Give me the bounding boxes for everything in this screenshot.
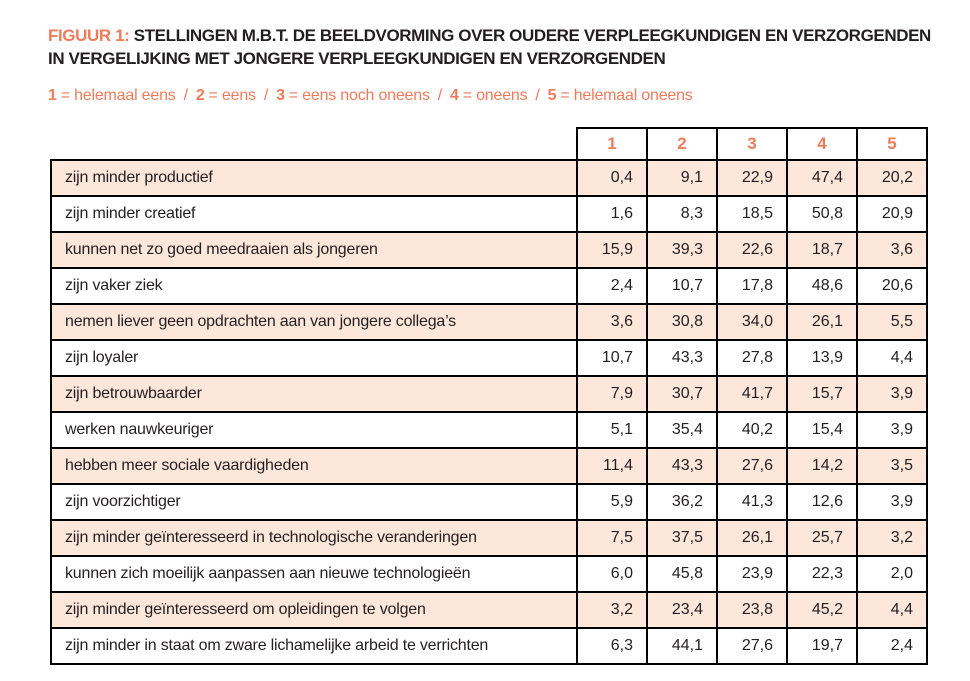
value-cell: 9,1 xyxy=(647,160,717,196)
value-cell: 20,6 xyxy=(857,268,927,304)
value-cell: 14,2 xyxy=(787,448,857,484)
table-row xyxy=(51,592,927,628)
value-cell: 22,9 xyxy=(717,160,787,196)
statement-cell: zijn minder in staat om zware lichamelijke arbeid te verrichten xyxy=(51,628,577,664)
value-cell: 12,6 xyxy=(787,484,857,520)
value-cell: 10,7 xyxy=(577,340,647,376)
statement-cell: zijn vaker ziek xyxy=(51,268,577,304)
value-cell: 15,7 xyxy=(787,376,857,412)
statement-cell: hebben meer sociale vaardigheden xyxy=(51,448,577,484)
table-row xyxy=(51,232,927,268)
table-row xyxy=(51,376,927,412)
value-cell: 35,4 xyxy=(647,412,717,448)
value-cell: 3,6 xyxy=(857,232,927,268)
value-cell: 6,0 xyxy=(577,556,647,592)
header-row xyxy=(51,128,927,160)
legend-text-2: = eens xyxy=(208,87,256,104)
value-cell: 3,6 xyxy=(577,304,647,340)
statement-cell: kunnen net zo goed meedraaien als jongeren xyxy=(51,232,577,268)
statement-cell: kunnen zich moeilijk aanpassen aan nieuwe technologieën xyxy=(51,556,577,592)
value-cell: 4,4 xyxy=(857,592,927,628)
value-cell: 25,7 xyxy=(787,520,857,556)
value-cell: 23,8 xyxy=(717,592,787,628)
table-row xyxy=(51,412,927,448)
value-cell: 48,6 xyxy=(787,268,857,304)
value-cell: 27,6 xyxy=(717,448,787,484)
figure-title xyxy=(48,24,953,70)
table-row xyxy=(51,340,927,376)
value-cell: 2,4 xyxy=(857,628,927,664)
value-cell: 18,7 xyxy=(787,232,857,268)
table-row xyxy=(51,448,927,484)
value-cell: 5,9 xyxy=(577,484,647,520)
legend-num-5: 5 xyxy=(547,87,557,104)
header-col-4: 4 xyxy=(787,128,857,160)
value-cell: 37,5 xyxy=(647,520,717,556)
value-cell: 41,7 xyxy=(717,376,787,412)
value-cell: 20,9 xyxy=(857,196,927,232)
value-cell: 5,5 xyxy=(857,304,927,340)
table-row xyxy=(51,196,927,232)
figure-title-line2: IN VERGELIJKING MET JONGERE VERPLEEGKUNDIGEN EN VERZORGENDEN xyxy=(48,49,666,68)
value-cell: 3,2 xyxy=(857,520,927,556)
value-cell: 3,9 xyxy=(857,412,927,448)
value-cell: 45,8 xyxy=(647,556,717,592)
statement-cell: nemen liever geen opdrachten aan van jongere collega’s xyxy=(51,304,577,340)
value-cell: 27,6 xyxy=(717,628,787,664)
statement-cell: zijn minder productief xyxy=(51,160,577,196)
value-cell: 44,1 xyxy=(647,628,717,664)
legend-num-2: 2 xyxy=(195,87,205,104)
table-row xyxy=(51,304,927,340)
legend-separator: / xyxy=(183,87,188,104)
scale-legend xyxy=(48,87,693,105)
value-cell: 7,5 xyxy=(577,520,647,556)
value-cell: 17,8 xyxy=(717,268,787,304)
value-cell: 26,1 xyxy=(717,520,787,556)
statement-cell: zijn loyaler xyxy=(51,340,577,376)
figure-number-label: FIGUUR 1: xyxy=(48,26,130,45)
value-cell: 43,3 xyxy=(647,340,717,376)
statement-cell: zijn minder geïnteresseerd om opleidingen te volgen xyxy=(51,592,577,628)
figure-title-line1: STELLINGEN M.B.T. DE BEELDVORMING OVER OUDERE VERPLEEGKUNDIGEN EN VERZORGENDEN xyxy=(133,26,931,45)
value-cell: 3,9 xyxy=(857,484,927,520)
legend-separator: / xyxy=(437,87,442,104)
header-col-5: 5 xyxy=(857,128,927,160)
legend-text-1: = helemaal eens xyxy=(60,87,176,104)
value-cell: 3,5 xyxy=(857,448,927,484)
value-cell: 30,8 xyxy=(647,304,717,340)
value-cell: 19,7 xyxy=(787,628,857,664)
value-cell: 22,6 xyxy=(717,232,787,268)
value-cell: 6,3 xyxy=(577,628,647,664)
table-row xyxy=(51,628,927,664)
legend-text-5: = helemaal oneens xyxy=(560,87,693,104)
statement-cell: zijn voorzichtiger xyxy=(51,484,577,520)
value-cell: 18,5 xyxy=(717,196,787,232)
legend-separator: / xyxy=(263,87,269,104)
value-cell: 0,4 xyxy=(577,160,647,196)
value-cell: 3,9 xyxy=(857,376,927,412)
table-body xyxy=(51,160,927,664)
table-row xyxy=(51,268,927,304)
value-cell: 39,3 xyxy=(647,232,717,268)
value-cell: 13,9 xyxy=(787,340,857,376)
statement-cell: zijn betrouwbaarder xyxy=(51,376,577,412)
value-cell: 30,7 xyxy=(647,376,717,412)
value-cell: 40,2 xyxy=(717,412,787,448)
statement-cell: zijn minder creatief xyxy=(51,196,577,232)
value-cell: 15,4 xyxy=(787,412,857,448)
value-cell: 1,6 xyxy=(577,196,647,232)
value-cell: 23,4 xyxy=(647,592,717,628)
table-row xyxy=(51,520,927,556)
value-cell: 4,4 xyxy=(857,340,927,376)
value-cell: 23,9 xyxy=(717,556,787,592)
value-cell: 36,2 xyxy=(647,484,717,520)
value-cell: 26,1 xyxy=(787,304,857,340)
legend-text-3: = eens noch oneens xyxy=(288,87,430,104)
table-header xyxy=(51,128,927,160)
value-cell: 3,2 xyxy=(577,592,647,628)
value-cell: 2,4 xyxy=(577,268,647,304)
value-cell: 15,9 xyxy=(577,232,647,268)
value-cell: 2,0 xyxy=(857,556,927,592)
value-cell: 50,8 xyxy=(787,196,857,232)
value-cell: 7,9 xyxy=(577,376,647,412)
value-cell: 41,3 xyxy=(717,484,787,520)
table-row xyxy=(51,556,927,592)
value-cell: 22,3 xyxy=(787,556,857,592)
value-cell: 47,4 xyxy=(787,160,857,196)
legend-num-1: 1 xyxy=(48,87,57,104)
legend-text-4: = oneens xyxy=(462,87,528,104)
legend-num-4: 4 xyxy=(450,87,459,104)
value-cell: 45,2 xyxy=(787,592,857,628)
statements-table xyxy=(50,127,928,665)
value-cell: 27,8 xyxy=(717,340,787,376)
value-cell: 11,4 xyxy=(577,448,647,484)
statement-cell: zijn minder geïnteresseerd in technologische veranderingen xyxy=(51,520,577,556)
table-row xyxy=(51,160,927,196)
value-cell: 10,7 xyxy=(647,268,717,304)
legend-separator: / xyxy=(535,87,540,104)
value-cell: 34,0 xyxy=(717,304,787,340)
value-cell: 8,3 xyxy=(647,196,717,232)
value-cell: 43,3 xyxy=(647,448,717,484)
statement-cell: werken nauwkeuriger xyxy=(51,412,577,448)
header-col-1: 1 xyxy=(577,128,647,160)
legend-num-3: 3 xyxy=(276,87,285,104)
header-col-3: 3 xyxy=(717,128,787,160)
header-corner-cell xyxy=(51,128,577,160)
value-cell: 5,1 xyxy=(577,412,647,448)
table-row xyxy=(51,484,927,520)
header-col-2: 2 xyxy=(647,128,717,160)
value-cell: 20,2 xyxy=(857,160,927,196)
